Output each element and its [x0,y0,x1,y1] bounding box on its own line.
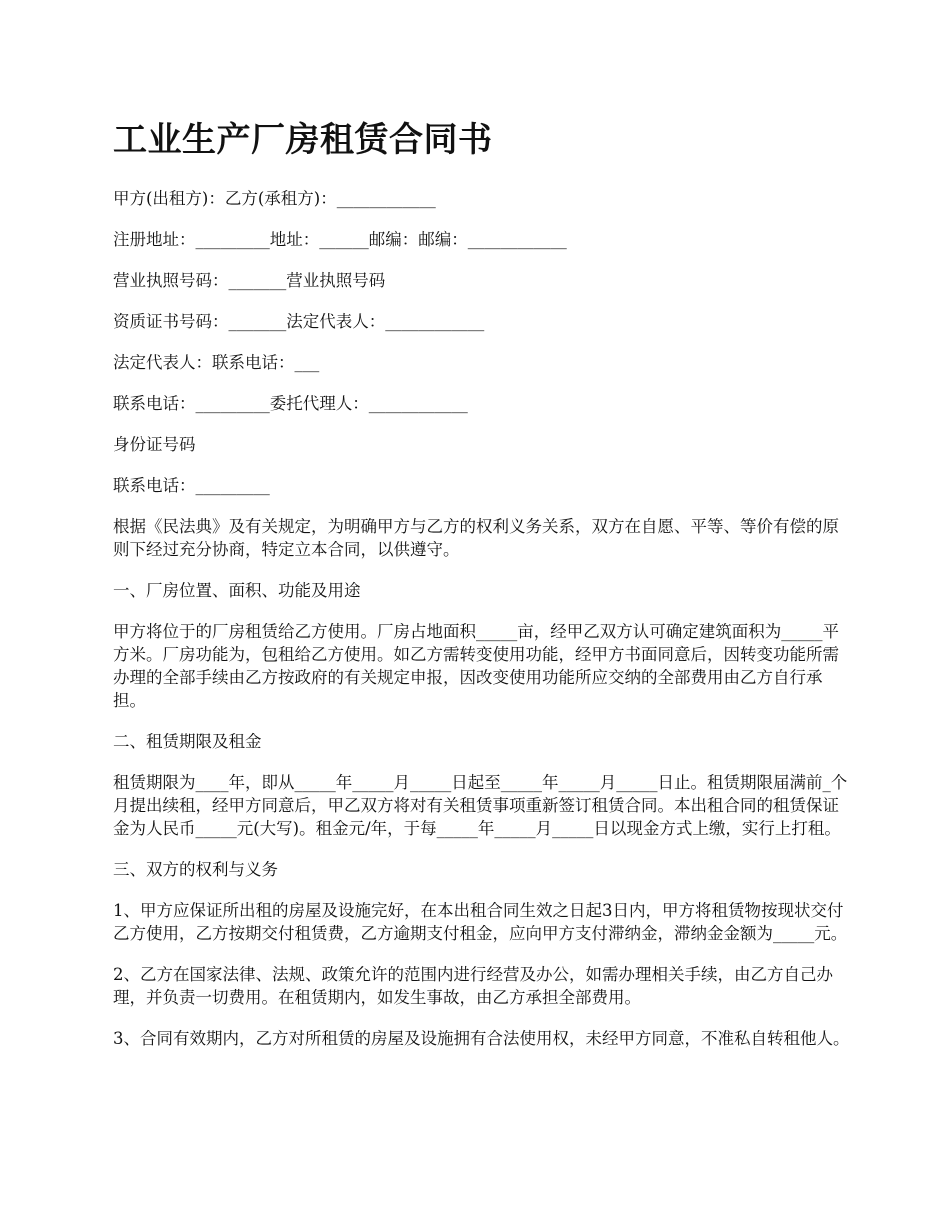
address-line: 注册地址：_________地址：______邮编：邮编：____________ [113,229,567,249]
clause-2-paragraph: 2、乙方在国家法律、法规、政策允许的范围内进行经营及办公，如需办理相关手续，由乙方自己办理，并负责一切费用。在租赁期内，如发生事故，由乙方承担全部费用。 [113,964,833,1007]
document-title: 工业生产厂房租赁合同书 [113,120,493,160]
section-heading-3: 三、双方的权利与义务 [113,859,278,879]
section-1-paragraph: 甲方将位于的厂房租赁给乙方使用。厂房占地面积_____亩，经甲乙双方认可确定建筑面积为_____平方米。厂房功能为，包租给乙方使用。如乙方需转变使用功能，经甲方书面同意后，因转变功能所需办理的全部手续由乙方按政府的有关规定申报，因改变使用功能所应交纳的全部费用由乙方自行承担。 [113,621,839,710]
section-2-paragraph: 租赁期限为____年，即从_____年_____月_____日起至_____年_____月_____日止。租赁期限届满前_个月提出续租，经甲方同意后，甲乙双方将对有关租赁事项重新签订租赁合同。本出租合同的租赁保证金为人民币_____元(大写)。租金元/年，于每_____年_____月_____日以现金方式上缴，实行上打租。 [113,772,848,838]
section-heading-1: 一、厂房位置、面积、功能及用途 [113,580,361,600]
clause-3-paragraph: 3、合同有效期内，乙方对所租赁的房屋及设施拥有合法使用权，未经甲方同意，不准私自转租他人。 [113,1028,850,1048]
preamble-paragraph: 根据《民法典》及有关规定，为明确甲方与乙方的权利义务关系，双方在自愿、平等、等价有偿的原则下经过充分协商，特定立本合同，以供遵守。 [113,516,839,559]
id-number-line: 身份证号码 [113,434,196,454]
legal-rep-line: 法定代表人：联系电话：___ [113,352,320,372]
section-heading-2: 二、租赁期限及租金 [113,731,262,751]
business-license-line: 营业执照号码：_______营业执照号码 [113,270,386,290]
contact-phone-line: 联系电话：_________ [113,475,270,495]
party-line: 甲方(出租方)：乙方(承租方)：____________ [113,188,436,208]
clause-1-paragraph: 1、甲方应保证所出租的房屋及设施完好，在本出租合同生效之日起3日内，甲方将租赁物按现状交付乙方使用，乙方按期交付租赁费，乙方逾期支付租金，应向甲方支付滞纳金，滞纳金金额为_____元。 [113,900,848,943]
contact-agent-line: 联系电话：_________委托代理人：____________ [113,393,468,413]
qualification-line: 资质证书号码：_______法定代表人：____________ [113,311,485,331]
